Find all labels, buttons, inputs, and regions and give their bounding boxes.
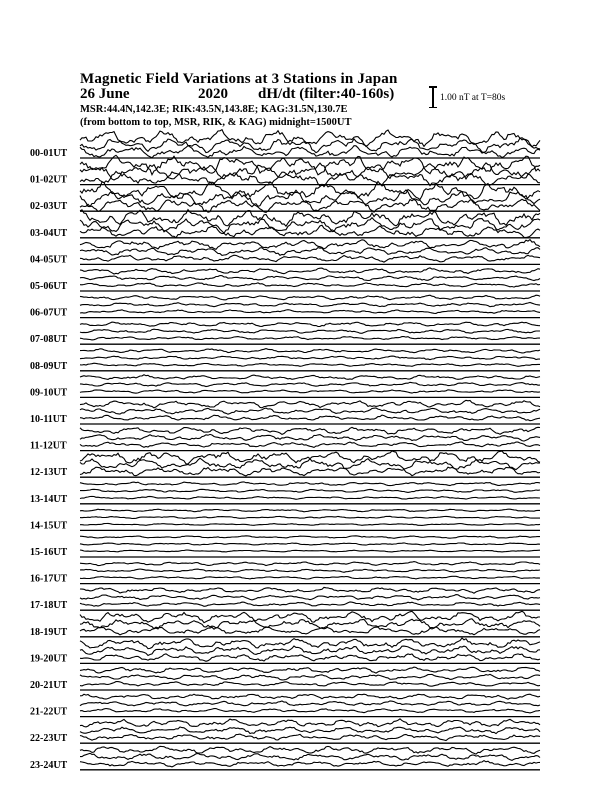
trace-rik-21-22UT xyxy=(80,701,540,706)
trace-kag-16-17UT xyxy=(80,576,540,579)
trace-msr-05-06UT xyxy=(80,268,540,274)
trace-kag-21-22UT xyxy=(80,709,540,713)
trace-msr-16-17UT xyxy=(80,562,540,566)
hour-row-label: 19-20UT xyxy=(30,653,68,665)
station-coordinates: MSR:44.4N,142.3E; RIK:43.5N,143.8E; KAG:31.5N,130.7E xyxy=(80,104,348,115)
chart-title: Magnetic Field Variations at 3 Stations in Japan xyxy=(80,71,398,87)
hour-row-label: 18-19UT xyxy=(30,626,68,638)
hour-row-label: 12-13UT xyxy=(30,467,68,479)
trace-msr-21-22UT xyxy=(80,694,540,699)
hour-row-label: 04-05UT xyxy=(30,254,68,266)
scale-label: 1.00 nT at T=80s xyxy=(440,93,506,103)
trace-rik-03-04UT xyxy=(80,218,540,233)
trace-kag-18-19UT xyxy=(80,627,540,635)
hour-row-label: 08-09UT xyxy=(30,360,68,372)
trace-msr-09-10UT xyxy=(80,375,540,380)
trace-kag-23-24UT xyxy=(80,761,540,767)
hour-row-label: 21-22UT xyxy=(30,706,68,718)
hour-row-label: 15-16UT xyxy=(30,547,68,558)
trace-rik-12-13UT xyxy=(80,458,540,469)
trace-rik-04-05UT xyxy=(80,248,540,256)
trace-rik-23-24UT xyxy=(80,753,540,760)
trace-msr-19-20UT xyxy=(80,638,540,649)
hour-row-label: 09-10UT xyxy=(30,387,68,399)
trace-msr-20-21UT xyxy=(80,667,540,673)
hour-row-label: 23-24UT xyxy=(30,759,68,771)
trace-rik-18-19UT xyxy=(80,619,540,629)
trace-kag-20-21UT xyxy=(80,682,540,687)
trace-kag-07-08UT xyxy=(80,337,540,340)
trace-msr-14-15UT xyxy=(80,509,540,512)
trace-kag-10-11UT xyxy=(80,415,540,421)
trace-rik-14-15UT xyxy=(80,516,540,518)
trace-msr-07-08UT xyxy=(80,322,540,326)
hour-row-label: 20-21UT xyxy=(30,680,68,691)
trace-kag-08-09UT xyxy=(80,363,540,366)
trace-rik-07-08UT xyxy=(80,329,540,333)
trace-kag-02-03UT xyxy=(80,199,540,212)
hour-row-label: 11-12UT xyxy=(30,440,67,452)
hour-row-label: 16-17UT xyxy=(30,573,68,585)
trace-rik-15-16UT xyxy=(80,543,540,545)
hour-row-label: 17-18UT xyxy=(30,600,68,612)
trace-kag-11-12UT xyxy=(80,442,540,447)
trace-rik-17-18UT xyxy=(80,595,540,600)
trace-rik-09-10UT xyxy=(80,382,540,386)
trace-rik-20-21UT xyxy=(80,674,540,680)
hour-row-label: 22-23UT xyxy=(30,733,68,745)
trace-rik-10-11UT xyxy=(80,408,540,414)
trace-rik-13-14UT xyxy=(80,489,540,492)
trace-rik-22-23UT xyxy=(80,727,540,734)
hour-row-label: 03-04UT xyxy=(30,227,68,239)
trace-msr-04-05UT xyxy=(80,240,540,250)
trace-rik-06-07UT xyxy=(80,303,540,307)
trace-rik-16-17UT xyxy=(80,569,540,572)
trace-order-note: (from bottom to top, MSR, RIK, & KAG) midnight=1500UT xyxy=(80,117,352,128)
quantity-label: dH/dt (filter:40-160s) xyxy=(258,86,395,102)
trace-rik-19-20UT xyxy=(80,646,540,656)
trace-kag-09-10UT xyxy=(80,390,540,393)
hour-row-label: 00-01UT xyxy=(30,148,68,159)
trace-msr-22-23UT xyxy=(80,719,540,727)
trace-kag-12-13UT xyxy=(80,467,540,476)
hour-row-label: 14-15UT xyxy=(30,520,68,532)
trace-rik-05-06UT xyxy=(80,276,540,281)
hour-row-label: 02-03UT xyxy=(30,201,68,213)
trace-rik-08-09UT xyxy=(80,356,540,360)
trace-kag-15-16UT xyxy=(80,550,540,552)
trace-msr-12-13UT xyxy=(80,451,540,464)
hour-row-label: 07-08UT xyxy=(30,334,68,346)
trace-kag-04-05UT xyxy=(80,255,540,262)
trace-kag-13-14UT xyxy=(80,496,540,499)
trace-msr-06-07UT xyxy=(80,295,540,300)
trace-msr-13-14UT xyxy=(80,482,540,486)
hour-row-label: 13-14UT xyxy=(30,493,68,505)
hour-row-label: 05-06UT xyxy=(30,281,68,292)
trace-msr-15-16UT xyxy=(80,536,540,539)
trace-kag-22-23UT xyxy=(80,734,540,740)
trace-kag-17-18UT xyxy=(80,602,540,606)
hour-row-label: 01-02UT xyxy=(30,174,68,186)
trace-msr-08-09UT xyxy=(80,349,540,353)
trace-msr-11-12UT xyxy=(80,427,540,434)
trace-msr-17-18UT xyxy=(80,587,540,593)
year-label: 2020 xyxy=(198,86,228,102)
trace-kag-00-01UT xyxy=(80,146,540,158)
trace-msr-18-19UT xyxy=(80,611,540,623)
trace-kag-14-15UT xyxy=(80,523,540,525)
date-label: 26 June xyxy=(80,86,130,102)
hour-row-label: 10-11UT xyxy=(30,414,67,425)
trace-msr-23-24UT xyxy=(80,746,540,754)
trace-msr-10-11UT xyxy=(80,400,540,408)
trace-rik-11-12UT xyxy=(80,434,540,441)
trace-kag-05-06UT xyxy=(80,283,540,287)
trace-kag-06-07UT xyxy=(80,310,540,314)
hour-row-label: 06-07UT xyxy=(30,307,68,319)
